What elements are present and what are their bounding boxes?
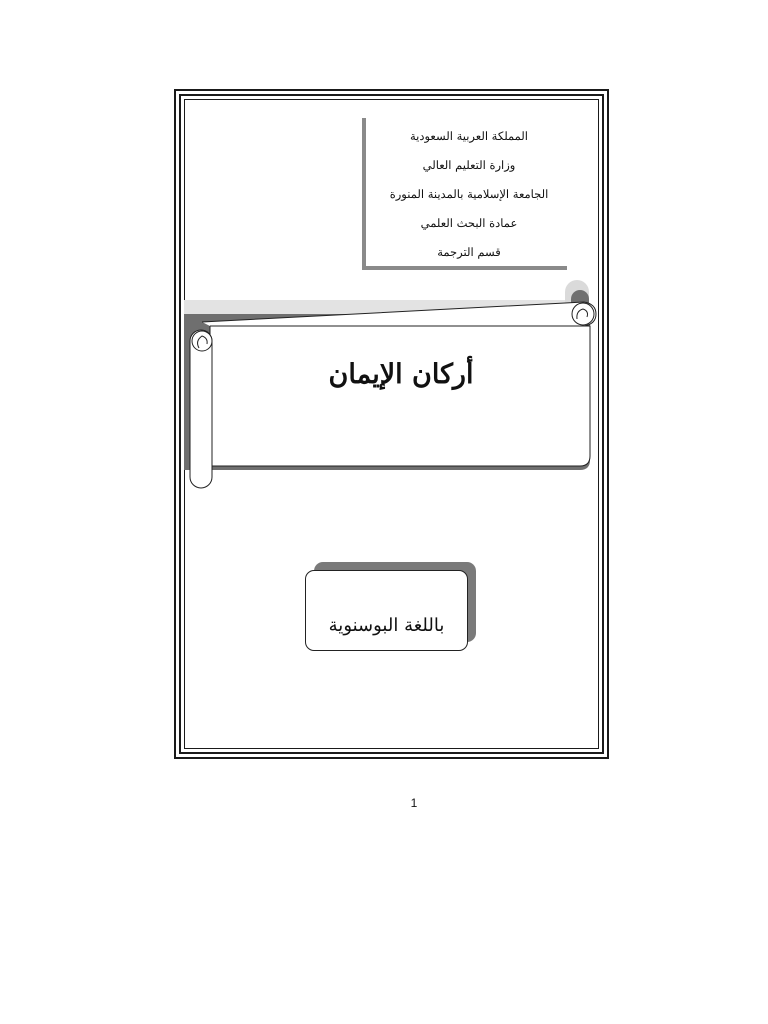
header-line-department: قسم الترجمة [437,245,501,259]
header-line-kingdom: المملكة العربية السعودية [410,129,528,143]
header-line-university: الجامعة الإسلامية بالمدينة المنورة [389,187,549,201]
institution-header [362,118,567,270]
institution-lines [374,122,564,267]
language-label: باللغة البوسنوية [328,615,445,636]
book-title: أركان الإيمان [328,359,474,390]
page-number: 1 [410,796,418,810]
header-line-deanship: عمادة البحث العلمي [420,216,518,230]
header-vertical-rule [362,118,366,270]
header-line-ministry: وزارة التعليم العالي [422,158,516,172]
